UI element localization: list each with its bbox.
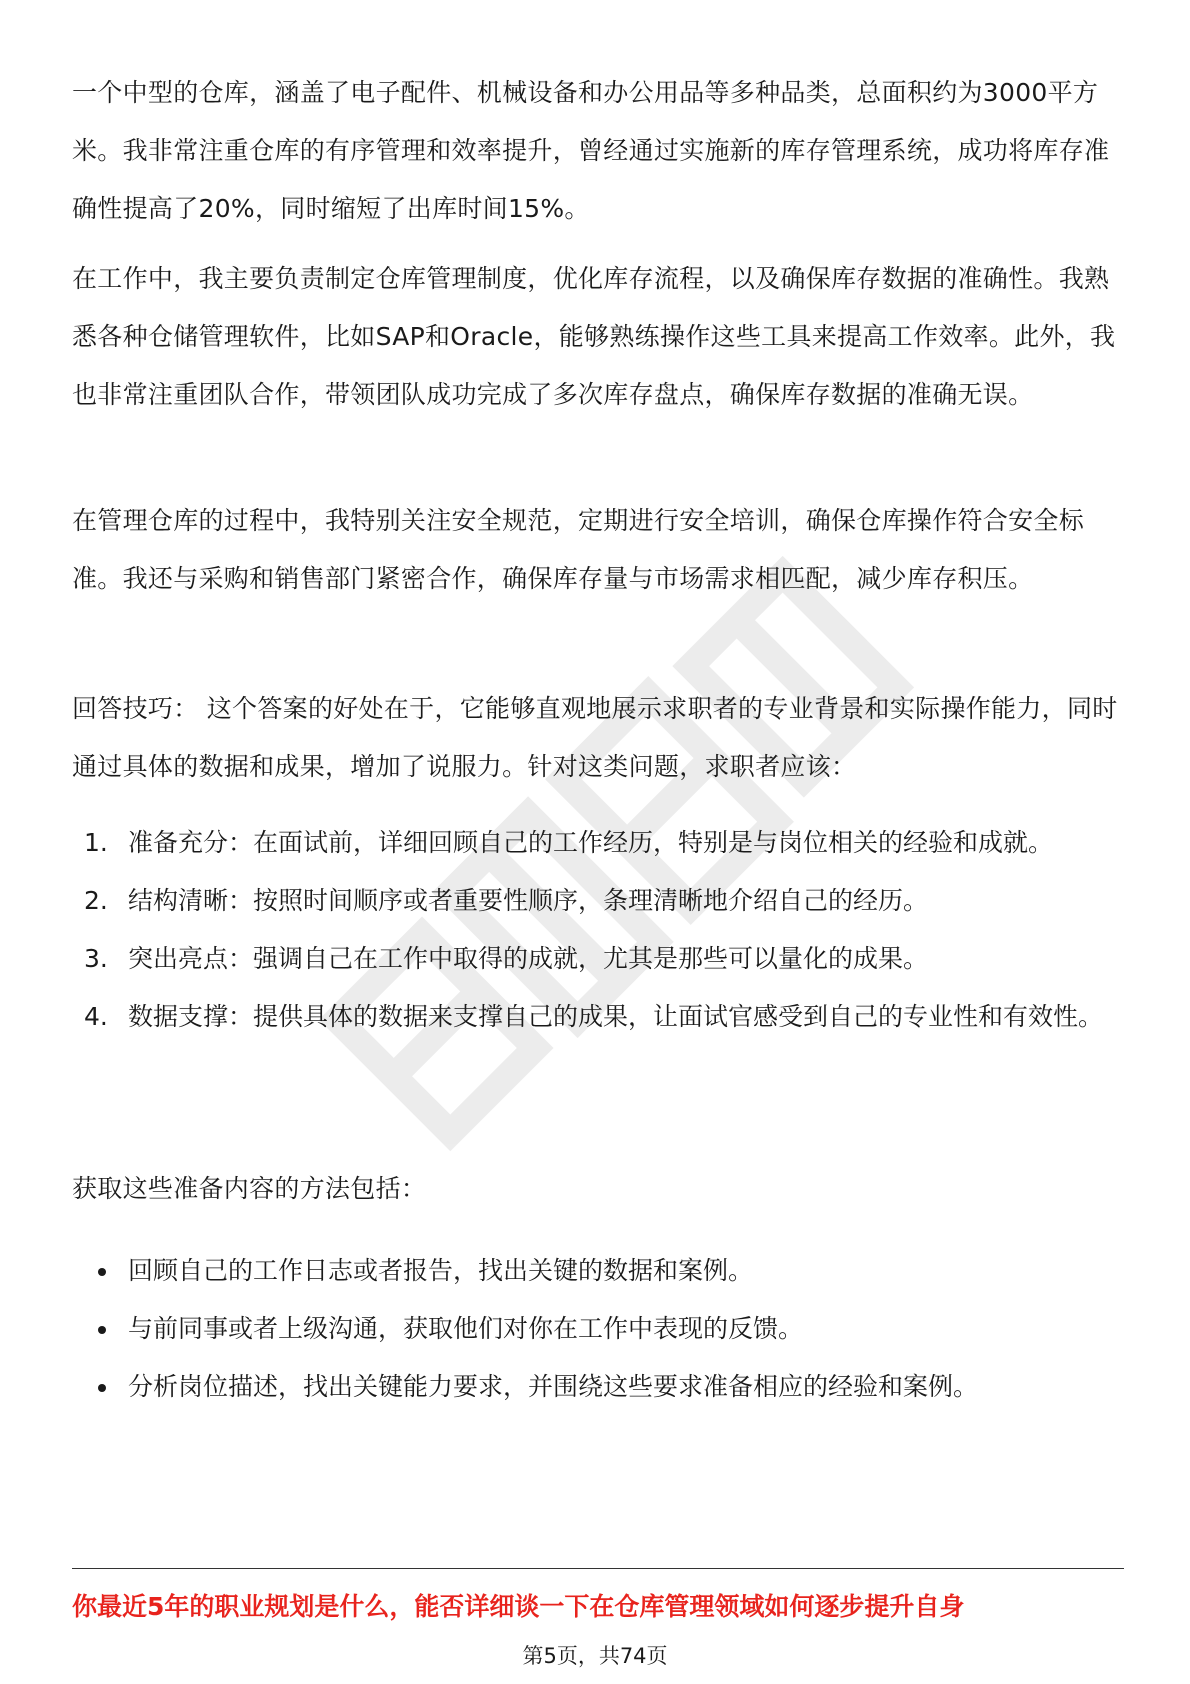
- list-item: [72, 1242, 1122, 1300]
- paragraph-answer-tips: 回答技巧： 这个答案的好处在于，它能够直观地展示求职者的专业背景和实际操作能力，同时通过具体的数据和成果，增加了说服力。针对这类问题，求职者应该：: [72, 694, 1118, 781]
- paragraph-responsibilities: 在工作中，我主要负责制定仓库管理制度，优化库存流程，以及确保库存数据的准确性。我熟悉各种仓储管理软件，比如SAP和Oracle，能够熟练操作这些工具来提高工作效率。此外，我也非常注重团队合作，带领团队成功完成了多次库存盘点，确保库存数据的准确无误。: [72, 264, 1116, 409]
- list-item-text: 回顾自己的工作日志或者报告，找出关键的数据和案例。: [128, 1256, 754, 1285]
- paragraph-safety: 在管理仓库的过程中，我特别关注安全规范，定期进行安全培训，确保仓库操作符合安全标准。我还与采购和销售部门紧密合作，确保库存量与市场需求相匹配，减少库存积压。: [72, 506, 1085, 593]
- list-item-text: 数据支撑：提供具体的数据来支撑自己的成果，让面试官感受到自己的专业性和有效性。: [128, 1002, 1104, 1031]
- list-item-text: 准备充分：在面试前，详细回顾自己的工作经历，特别是与岗位相关的经验和成就。: [128, 828, 1054, 857]
- list-item: [72, 814, 1122, 872]
- numbered-tips-list: [72, 814, 1122, 1046]
- next-question-heading: 你最近5年的职业规划是什么，能否详细谈一下在仓库管理领域如何逐步提升自身: [72, 1592, 965, 1621]
- list-item-number: 1.: [84, 828, 108, 857]
- list-item: [72, 1358, 1122, 1416]
- list-item: [72, 988, 1122, 1046]
- list-item-text: 与前同事或者上级沟通，获取他们对你在工作中表现的反馈。: [128, 1314, 804, 1343]
- bullet-icon: [98, 1384, 106, 1392]
- list-item-text: 突出亮点：强调自己在工作中取得的成就，尤其是那些可以量化的成果。: [128, 944, 929, 973]
- list-item-text: 结构清晰：按照时间顺序或者重要性顺序，条理清晰地介绍自己的经历。: [128, 886, 929, 915]
- bullet-icon: [98, 1268, 106, 1276]
- list-item: [72, 872, 1122, 930]
- paragraph-warehouse-overview: 一个中型的仓库，涵盖了电子配件、机械设备和办公用品等多种品类，总面积约为3000平方米。我非常注重仓库的有序管理和效率提升，曾经通过实施新的库存管理系统，成功将库存准确性提高了20%，同时缩短了出库时间15%。: [72, 78, 1110, 223]
- list-item-text: 分析岗位描述，找出关键能力要求，并围绕这些要求准备相应的经验和案例。: [128, 1372, 979, 1401]
- list-item: [72, 1300, 1122, 1358]
- methods-bullet-list: [72, 1242, 1122, 1416]
- list-item-number: 4.: [84, 1002, 108, 1031]
- list-item-number: 3.: [84, 944, 108, 973]
- list-item: [72, 930, 1122, 988]
- methods-intro: 获取这些准备内容的方法包括：: [72, 1174, 427, 1203]
- page-number: 第5页，共74页: [522, 1644, 668, 1668]
- bullet-icon: [98, 1326, 106, 1334]
- footer-divider: [72, 1568, 1124, 1569]
- list-item-number: 2.: [84, 886, 108, 915]
